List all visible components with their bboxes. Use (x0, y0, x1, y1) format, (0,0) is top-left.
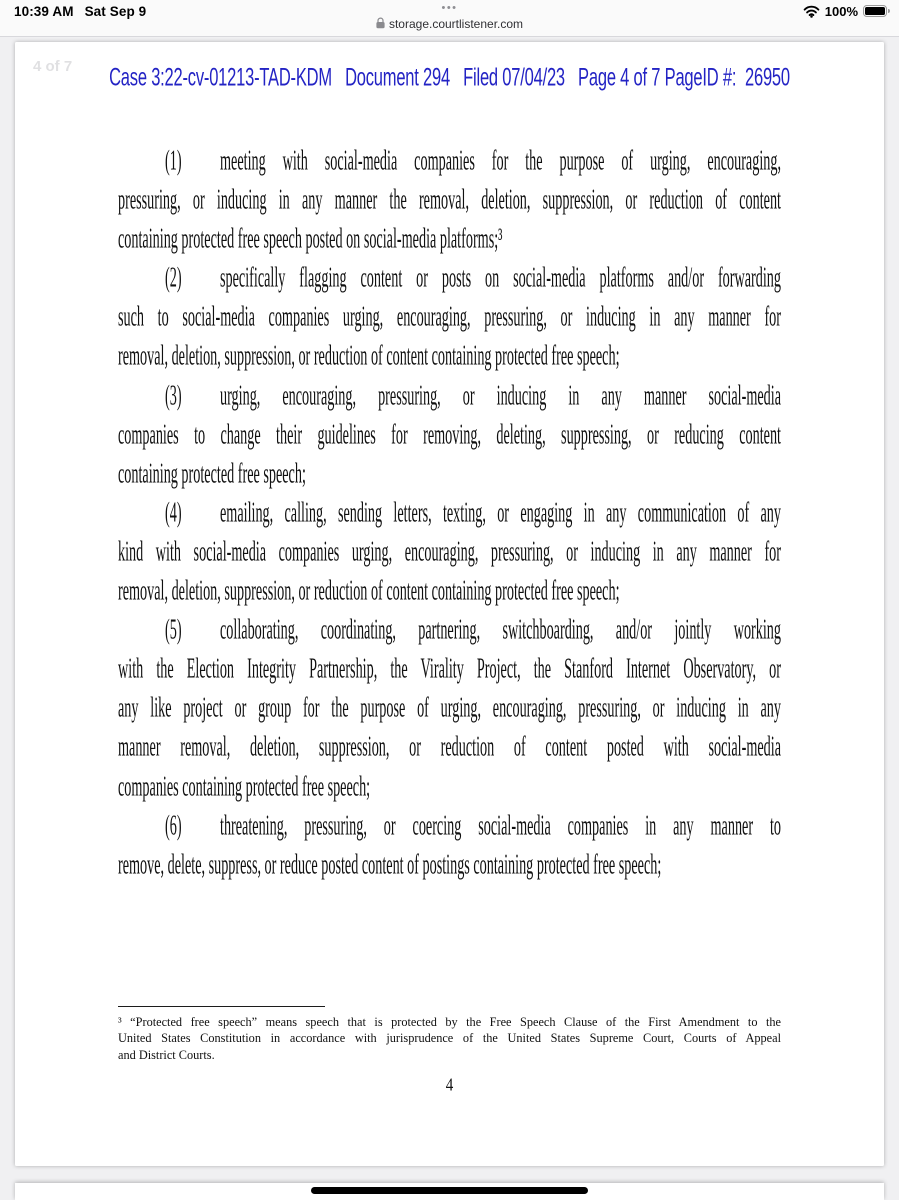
paragraph-number: (1) (165, 145, 182, 178)
pdf-page (15, 42, 884, 1166)
pdf-page-counter-overlay: 4 of 7 (33, 58, 73, 75)
body-line: removal, deletion, suppression, or reduction of content containing protected free speech; (118, 340, 620, 374)
body-text (118, 143, 781, 886)
paragraph-number: (3) (165, 379, 182, 413)
battery-percent: 100% (824, 3, 858, 19)
body-line: containing protected free speech; (118, 458, 306, 491)
footnote-line: and District Courts. (118, 1047, 215, 1062)
footnote-separator (118, 1006, 325, 1007)
battery-icon (863, 5, 887, 17)
paragraph-number: (5) (165, 614, 182, 647)
body-line: (2) specifically flagging content or posts on social-media platforms and/or forwarding (118, 240, 781, 319)
body-line: such to social-media companies urging, encouraging, pressuring, or inducing in any manner for (118, 301, 781, 334)
body-line: kind with social-media companies urging, encouraging, pressuring, or inducing in any manner for (118, 536, 781, 569)
body-line: (4) emailing, calling, sending letters, texting, or engaging in any communication of any (118, 475, 781, 554)
body-line: with the Election Integrity Partnership, the Virality Project, the Stanford Internet Observatory, or (118, 653, 781, 686)
footnote (118, 1014, 781, 1063)
address-bar-url[interactable]: storage.courtlistener.com (388, 17, 524, 31)
footnote-line: ³ “Protected free speech” means speech that is protected by the Free Speech Clause of the First Amendment to the (118, 1015, 781, 1029)
body-line: removal, deletion, suppression, or reduction of content containing protected free speech; (118, 575, 620, 608)
status-icons (803, 4, 887, 18)
safari-top-bar (0, 0, 899, 37)
body-line: pressuring, or inducing in any manner the removal, deletion, suppression, or reduction of content (118, 184, 781, 217)
body-line: containing protected free speech posted on social-media platforms;³ (118, 223, 503, 256)
wifi-icon (803, 5, 820, 18)
page-number: 4 (445, 1076, 454, 1096)
body-line: (1) meeting with social-media companies for the purpose of urging, encouraging, (118, 123, 781, 202)
body-line: companies to change their guidelines for removing, deleting, suppressing, or reducing content (118, 418, 781, 452)
body-line: (5) collaborating, coordinating, partnering, switchboarding, and/or jointly working (118, 592, 781, 671)
tab-overview-dots-icon[interactable]: ••• (441, 2, 458, 14)
body-line: (6) threatening, pressuring, or coercing social-media companies in any manner to (118, 788, 781, 867)
body-line: manner removal, deletion, suppression, or reduction of content posted with social-media (118, 731, 781, 765)
lock-icon (376, 17, 385, 29)
status-date: Sat Sep 9 (84, 4, 147, 19)
body-line: any like project or group for the purpose of urging, encouraging, pressuring, or inducing in any (118, 692, 781, 725)
case-header-stamp: Case 3:22-cv-01213-TAD-KDM Document 294 Filed 07/04/23 Page 4 of 7 PageID #: 26950 (109, 64, 790, 92)
address-bar[interactable] (0, 17, 899, 31)
body-line: remove, delete, suppress, or reduce posted content of postings containing protected free speech; (118, 848, 662, 882)
paragraph-number: (4) (165, 497, 182, 530)
home-indicator[interactable] (311, 1187, 588, 1194)
paragraph-number: (2) (165, 262, 182, 295)
status-time: 10:39 AM (14, 4, 74, 19)
paragraph-number: (6) (165, 809, 182, 843)
body-line: companies containing protected free speech; (118, 770, 371, 804)
body-line: (3) urging, encouraging, pressuring, or inducing in any manner social-media (118, 358, 781, 437)
footnote-line: United States Constitution in accordance with jurisprudence of the United States Supreme Court, Courts of Appeal (118, 1031, 781, 1046)
